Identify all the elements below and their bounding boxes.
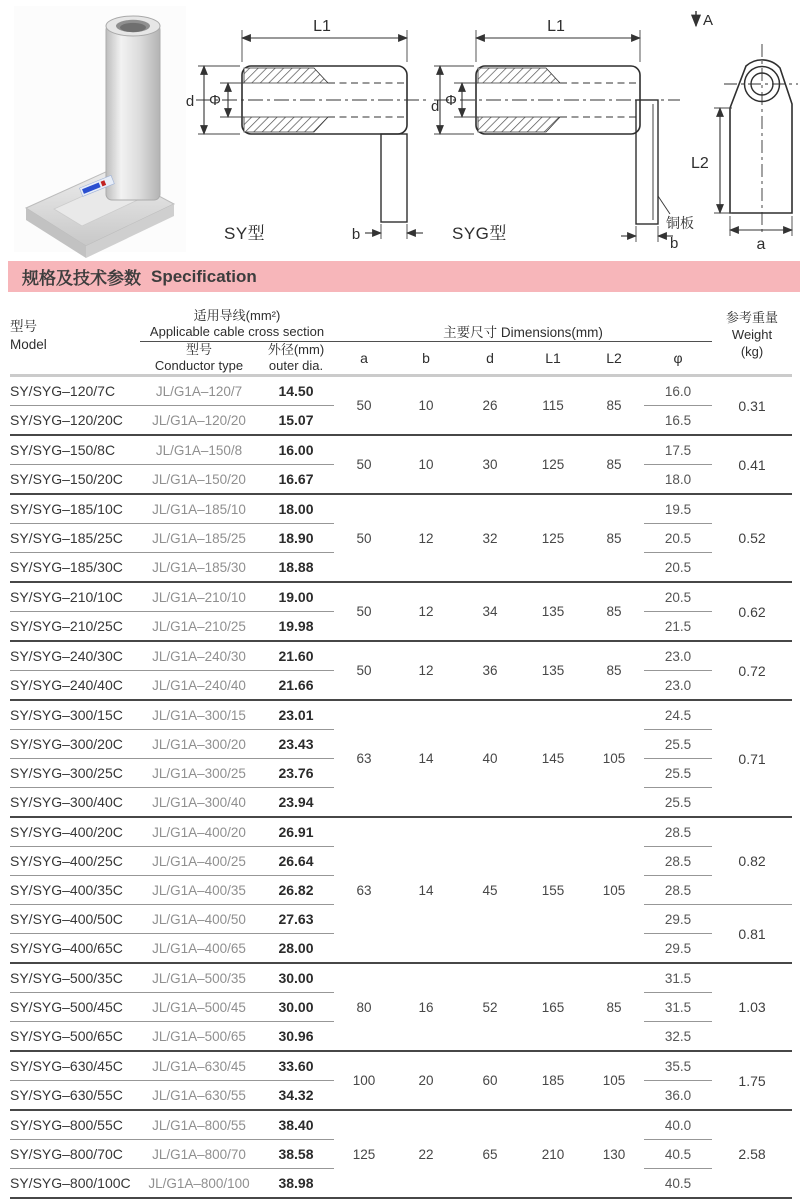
model-cell: SY/SYG–630/55C [10,1081,140,1111]
outer-dia-cell: 28.00 [258,934,334,964]
model-cell: SY/SYG–800/70C [10,1140,140,1169]
dim-a-cell: 50 [356,398,372,413]
dim-a-cell: 50 [334,582,394,641]
spec-row [10,817,792,847]
dim-a-cell: 100 [334,1051,394,1110]
outer-dia-cell: 15.07 [258,406,334,436]
model-cell: SY/SYG–150/8C [10,435,140,465]
dim-label-phi: Φ [445,92,457,109]
model-cell: SY/SYG–240/40C [10,671,140,701]
model-cell: SY/SYG–400/20C [10,817,140,847]
weight-cell: 0.31 [738,397,766,414]
dim-L2-cell: 105 [584,1051,644,1110]
spec-table-header [10,297,792,376]
outer-dia-cell: 30.00 [258,993,334,1022]
phi-cell: 21.5 [644,612,712,642]
header-conductor-en: Conductor type [154,357,244,373]
spec-row [10,1051,792,1081]
header-model-zh: 型号 [10,318,37,334]
dim-d-cell: 52 [458,963,522,1051]
dim-a-cell: 63 [334,817,394,963]
phi-cell: 40.5 [644,1169,712,1199]
outer-dia-cell: 19.00 [258,582,334,612]
outer-dia-cell: 18.88 [258,553,334,583]
model-cell: SY/SYG–400/25C [10,847,140,876]
phi-cell: 20.5 [644,524,712,553]
dim-a-cell: 125 [334,1110,394,1198]
model-cell: SY/SYG–800/55C [10,1110,140,1140]
phi-cell: 19.5 [644,494,712,524]
dim-label-L1: L1 [547,18,565,35]
dim-d-cell: 45 [458,817,522,963]
dim-d-cell: 40 [458,700,522,817]
spec-row [10,494,792,524]
phi-cell: 40.5 [644,1140,712,1169]
outer-dia-cell: 23.94 [258,788,334,818]
dim-L2-cell: 85 [606,398,622,413]
header-weight-unit: (kg) [740,343,764,359]
outer-dia-cell: 23.01 [258,700,334,730]
dim-a-cell: 50 [334,641,394,700]
conductor-cell: JL/G1A–500/45 [140,993,258,1022]
dim-L1-cell: 155 [522,817,584,963]
dim-a-cell: 80 [334,963,394,1051]
outer-dia-cell: 23.43 [258,730,334,759]
dim-L1-cell: 165 [522,963,584,1051]
phi-cell: 31.5 [644,993,712,1022]
dim-L1-cell: 185 [522,1051,584,1110]
weight-cell: 0.41 [712,435,792,494]
outer-dia-cell: 26.82 [258,876,334,905]
phi-cell: 18.0 [644,465,712,495]
dim-b-cell: 12 [394,582,458,641]
dim-d-cell: 34 [458,582,522,641]
header-outer-dia [258,341,334,376]
outer-dia-cell: 26.64 [258,847,334,876]
spec-row [10,1110,792,1140]
model-cell: SY/SYG–400/35C [10,876,140,905]
drawings-zone [0,0,800,256]
spec-row [10,700,792,730]
phi-cell: 28.5 [644,817,712,847]
spec-table-body [10,376,792,1199]
weight-cell: 0.72 [712,641,792,700]
spec-row [10,376,792,406]
dim-a-cell: 50 [334,494,394,582]
model-cell: SY/SYG–300/15C [10,700,140,730]
conductor-cell: JL/G1A–500/65 [140,1022,258,1052]
dim-d-cell: 32 [458,494,522,582]
model-cell: SY/SYG–500/45C [10,993,140,1022]
outer-dia-cell: 21.60 [258,641,334,671]
spec-row [10,641,792,671]
tongue-plate [381,134,407,222]
outer-dia-cell: 30.96 [258,1022,334,1052]
conductor-cell: JL/G1A–500/35 [140,963,258,993]
model-cell: SY/SYG–210/10C [10,582,140,612]
tongue-outline [730,60,792,213]
header-cable-zh: 适用导线(mm²) [193,308,281,323]
dim-L1-cell: 125 [522,494,584,582]
outer-dia-cell: 34.32 [258,1081,334,1111]
outer-dia-cell: 26.91 [258,817,334,847]
header-dim-b: b [422,349,430,366]
phi-cell: 17.5 [644,435,712,465]
conductor-cell: JL/G1A–120/7 [155,383,243,399]
dim-b-cell: 22 [394,1110,458,1198]
conductor-cell: JL/G1A–185/30 [140,553,258,583]
hatch-top-wall [244,68,328,83]
weight-cell: 1.75 [712,1051,792,1110]
phi-cell: 28.5 [644,876,712,905]
conductor-cell: JL/G1A–400/25 [140,847,258,876]
dim-a-cell: 50 [334,435,394,494]
outer-dia-cell: 16.00 [258,435,334,465]
header-weight-en: Weight [731,327,773,343]
spec-table [10,297,792,1199]
outer-dia-cell: 14.50 [278,383,314,399]
dim-b-cell: 14 [394,700,458,817]
outer-dia-cell: 38.98 [258,1169,334,1199]
model-cell: SY/SYG–300/40C [10,788,140,818]
conductor-cell: JL/G1A–300/20 [140,730,258,759]
weight-cell: 0.62 [712,582,792,641]
dim-label-b: b [351,226,361,243]
dim-b-cell: 16 [394,963,458,1051]
dim-d-cell: 30 [458,435,522,494]
conductor-cell: JL/G1A–300/40 [140,788,258,818]
model-cell: SY/SYG–300/25C [10,759,140,788]
dim-L2-cell: 105 [584,700,644,817]
conductor-cell: JL/G1A–630/55 [140,1081,258,1111]
phi-cell: 24.5 [644,700,712,730]
outer-dia-cell: 21.66 [258,671,334,701]
phi-cell: 31.5 [644,963,712,993]
header-dims-en: Dimensions(mm) [500,324,603,340]
phi-cell: 29.5 [644,905,712,934]
phi-cell: 25.5 [644,788,712,818]
header-dim-phi: φ [673,349,683,366]
copper-plate-label: 铜板 [666,215,694,231]
outer-dia-cell: 16.67 [258,465,334,495]
header-dia-zh: 外径(mm) [267,341,325,357]
model-cell: SY/SYG–120/7C [10,383,116,399]
dim-b-cell: 20 [394,1051,458,1110]
weight-cell: 1.03 [712,963,792,1051]
dim-L2-cell: 85 [584,582,644,641]
outer-dia-cell: 38.58 [258,1140,334,1169]
dim-a-cell: 63 [334,700,394,817]
dim-d-cell: 36 [458,641,522,700]
phi-cell: 23.0 [644,671,712,701]
phi-cell: 36.0 [644,1081,712,1111]
dim-L1-cell: 145 [522,700,584,817]
conductor-cell: JL/G1A–400/50 [140,905,258,934]
phi-cell: 16.0 [664,383,692,399]
conductor-cell: JL/G1A–240/30 [140,641,258,671]
header-conductor-zh: 型号 [185,341,212,357]
phi-cell: 29.5 [644,934,712,964]
conductor-cell: JL/G1A–150/20 [140,465,258,495]
outer-dia-cell: 18.00 [258,494,334,524]
weight-cell: 2.58 [712,1110,792,1198]
outer-dia-cell: 18.90 [258,524,334,553]
conductor-cell: JL/G1A–800/55 [140,1110,258,1140]
dim-label-d: d [431,98,440,115]
hatch-bottom-wall [478,117,560,132]
spec-row [10,435,792,465]
conductor-cell: JL/G1A–210/25 [140,612,258,642]
dim-L2-cell: 85 [584,494,644,582]
banner-title-en: Specification [151,266,257,286]
dim-b-cell: 14 [394,817,458,963]
dim-L1-cell: 210 [522,1110,584,1198]
outer-dia-cell: 27.63 [258,905,334,934]
outer-dia-cell: 30.00 [258,963,334,993]
conductor-cell: JL/G1A–800/70 [140,1140,258,1169]
weight-cell: 0.81 [712,905,792,964]
leader-line [658,196,670,214]
header-weight-zh: 参考重量 [726,310,779,326]
header-dim-a: a [360,349,368,366]
model-cell: SY/SYG–210/25C [10,612,140,642]
header-dia-en: outer dia. [268,357,324,373]
phi-cell: 32.5 [644,1022,712,1052]
model-cell: SY/SYG–150/20C [10,465,140,495]
conductor-cell: JL/G1A–240/40 [140,671,258,701]
dim-L2-cell: 105 [584,817,644,963]
dim-L1-cell: 135 [522,641,584,700]
hatch-top-wall [478,68,560,83]
dim-b-cell: 12 [394,641,458,700]
model-cell: SY/SYG–800/100C [10,1169,140,1199]
conductor-cell: JL/G1A–400/65 [140,934,258,964]
syg-drawing [430,8,696,254]
outer-dia-cell: 23.76 [258,759,334,788]
header-cable-en: Applicable cable cross section [149,324,325,340]
dim-label-a: a [756,236,766,253]
phi-cell: 25.5 [644,730,712,759]
weight-cell: 0.82 [712,817,792,905]
sy-drawing [182,8,432,254]
dim-label-b: b [670,235,679,252]
conductor-cell: JL/G1A–630/45 [140,1051,258,1081]
outer-dia-cell: 33.60 [258,1051,334,1081]
dim-L1-cell: 115 [542,398,564,413]
dim-L2-cell: 85 [584,963,644,1051]
phi-cell: 23.0 [644,641,712,671]
conductor-cell: JL/G1A–800/100 [140,1169,258,1199]
model-cell: SY/SYG–500/65C [10,1022,140,1052]
conductor-cell: JL/G1A–400/35 [140,876,258,905]
conductor-cell: JL/G1A–150/8 [140,435,258,465]
lug-barrel [106,24,160,200]
header-dims-zh: 主要尺寸 [443,324,498,340]
dim-label-L1: L1 [313,18,331,35]
dim-label-d: d [185,93,195,110]
model-cell: SY/SYG–500/35C [10,963,140,993]
model-cell: SY/SYG–400/50C [10,905,140,934]
dim-label-L2: L2 [691,155,709,172]
outer-dia-cell: 19.98 [258,612,334,642]
model-cell: SY/SYG–400/65C [10,934,140,964]
phi-cell: 40.0 [644,1110,712,1140]
hatch-bottom-wall [244,117,328,132]
header-dim-d: d [486,349,494,366]
header-cable-group [140,297,334,341]
model-cell: SY/SYG–300/20C [10,730,140,759]
view-marker-label: A [703,12,714,29]
outer-dia-cell: 38.40 [258,1110,334,1140]
dim-label-phi: Φ [209,92,221,109]
header-model [10,297,140,376]
model-cell: SY/SYG–630/45C [10,1051,140,1081]
weight-cell: 0.71 [712,700,792,817]
header-weight [712,297,792,376]
barrel-bore-inner [120,23,146,32]
conductor-cell: JL/G1A–300/25 [140,759,258,788]
dim-L2-cell: 130 [584,1110,644,1198]
phi-cell: 35.5 [644,1051,712,1081]
header-dim-L1: L1 [545,349,561,366]
model-cell: SY/SYG–185/10C [10,494,140,524]
dim-b-cell: 12 [394,494,458,582]
dim-d-cell: 65 [458,1110,522,1198]
dim-L1-cell: 135 [522,582,584,641]
dim-L2-cell: 85 [584,641,644,700]
phi-cell: 28.5 [644,847,712,876]
phi-cell: 20.5 [644,582,712,612]
sy-type-label: SY型 [224,224,266,243]
dim-b-cell: 10 [394,435,458,494]
phi-cell: 25.5 [644,759,712,788]
dim-L2-cell: 85 [584,435,644,494]
model-cell: SY/SYG–240/30C [10,641,140,671]
syg-type-label: SYG型 [452,224,507,243]
conductor-cell: JL/G1A–185/10 [140,494,258,524]
conductor-cell: JL/G1A–400/20 [140,817,258,847]
phi-cell: 20.5 [644,553,712,583]
conductor-cell: JL/G1A–120/20 [140,406,258,436]
dim-d-cell: 60 [458,1051,522,1110]
model-cell: SY/SYG–185/25C [10,524,140,553]
phi-cell: 16.5 [644,406,712,436]
weight-cell: 0.52 [712,494,792,582]
banner-title-zh: 规格及技术参数 [22,269,141,288]
spec-row [10,963,792,993]
conductor-cell: JL/G1A–210/10 [140,582,258,612]
model-cell: SY/SYG–185/30C [10,553,140,583]
model-cell: SY/SYG–120/20C [10,406,140,436]
conductor-cell: JL/G1A–185/25 [140,524,258,553]
header-dim-L2: L2 [606,349,622,366]
section-view-drawing [688,8,800,254]
product-photo [14,6,186,252]
header-model-en: Model [10,336,47,352]
dim-L1-cell: 125 [522,435,584,494]
header-conductor [140,341,258,376]
header-dims-group [334,297,712,341]
dim-b-cell: 10 [418,398,434,413]
spec-banner [8,261,800,292]
spec-row [10,582,792,612]
conductor-cell: JL/G1A–300/15 [140,700,258,730]
dim-d-cell: 26 [482,398,498,413]
